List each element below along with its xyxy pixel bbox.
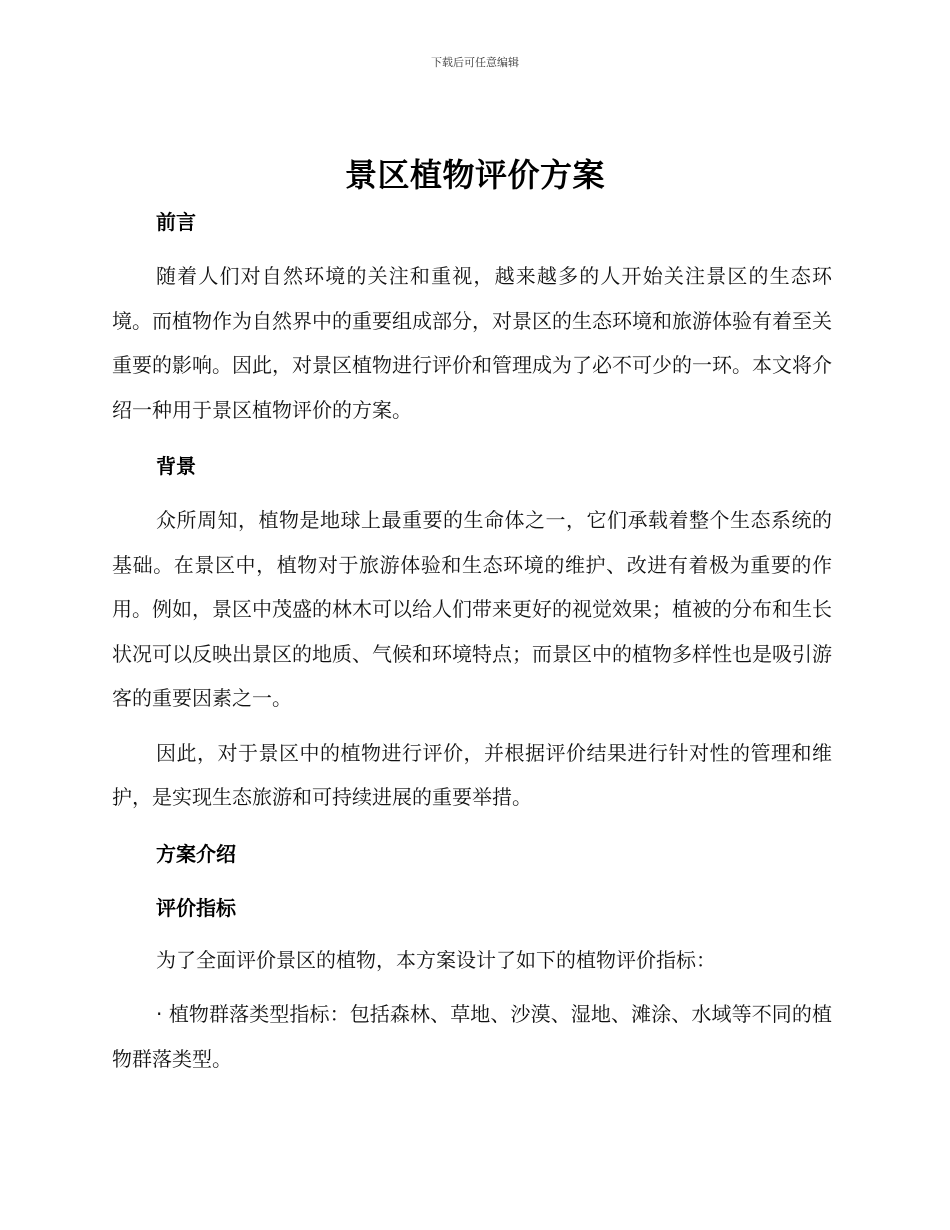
document-body: [112, 202, 832, 1081]
section-heading-background: 背景: [156, 454, 196, 478]
indicator-item: · 植物群落类型指标：包括森林、草地、沙漠、湿地、滩涂、水域等不同的植物群落类型。: [112, 1002, 832, 1071]
section-heading-preface: 前言: [156, 210, 196, 234]
header-note: 下载后可任意编辑: [431, 56, 519, 69]
background-paragraph-1: 众所周知，植物是地球上最重要的生命体之一，它们承载着整个生态系统的基础。在景区中，植物对于旅游体验和生态环境的维护、改进有着极为重要的作用。例如，景区中茂盛的林木可以给人们带来更好的视觉效果；植被的分布和生长状况可以反映出景区的地质、气候和环境特点；而景区中的植物多样性也是吸引游客的重要因素之一。: [112, 508, 832, 710]
section-heading-plan: 方案介绍: [156, 841, 236, 866]
section-heading-indicators: 评价指标: [156, 895, 236, 920]
preface-paragraph: 随着人们对自然环境的关注和重视，越来越多的人开始关注景区的生态环境。而植物作为自然界中的重要组成部分，对景区的生态环境和旅游体验有着至关重要的影响。因此，对景区植物进行评价和管理成为了必不可少的一环。本文将介绍一种用于景区植物评价的方案。: [112, 264, 832, 422]
indicators-intro: 为了全面评价景区的植物，本方案设计了如下的植物评价指标：: [156, 947, 716, 972]
background-paragraph-2: 因此，对于景区中的植物进行评价，并根据评价结果进行针对性的管理和维护，是实现生态旅游和可持续进展的重要举措。: [112, 740, 832, 809]
document-title: 景区植物评价方案: [344, 156, 605, 194]
